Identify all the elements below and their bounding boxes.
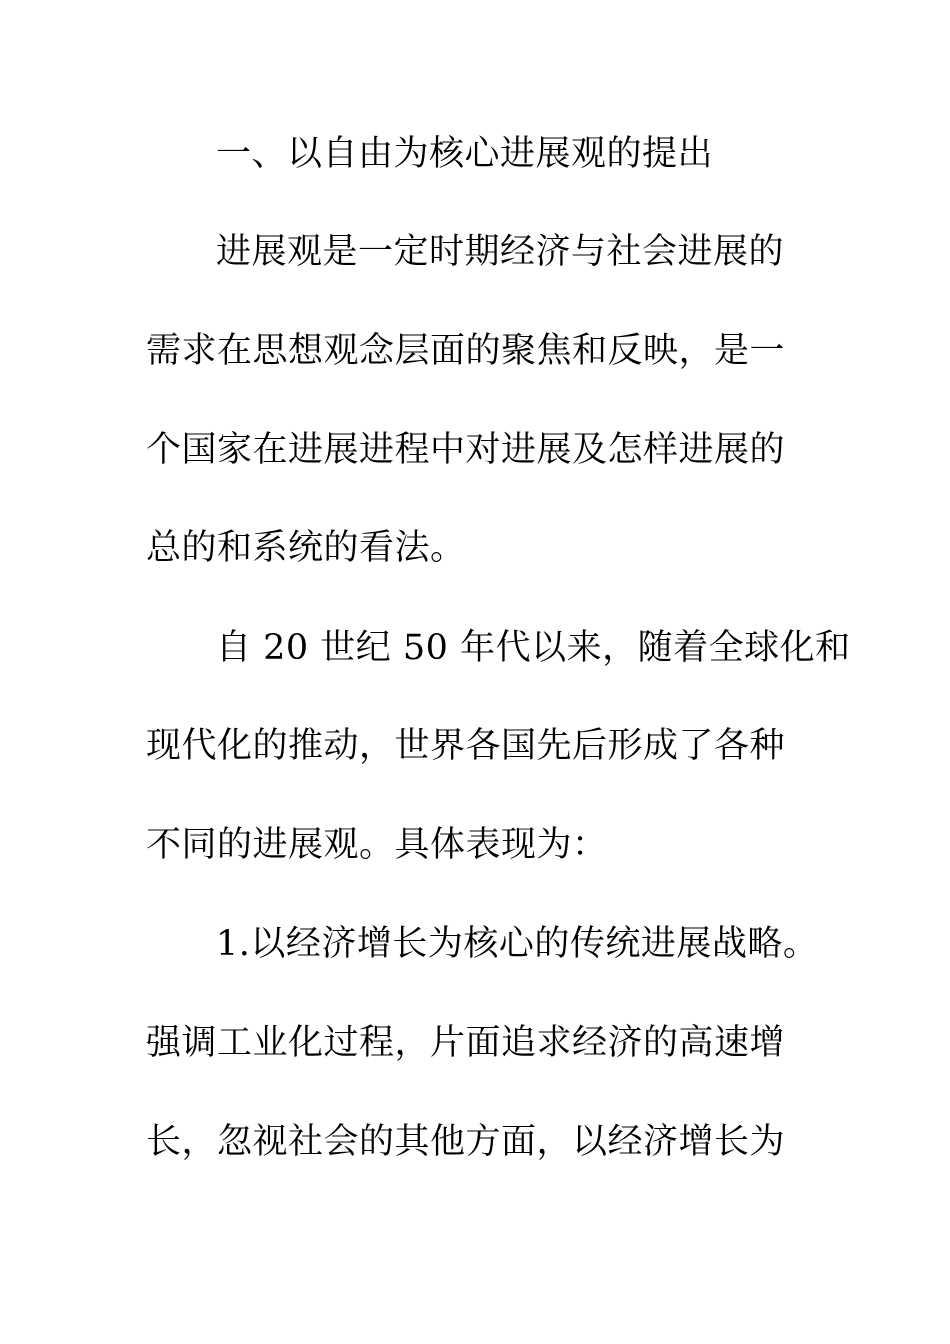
- paragraph-line: 1.以经济增长为核心的传统进展战略。: [216, 924, 819, 964]
- paragraph-line: 长，忽视社会的其他方面，以经济增长为: [146, 1122, 786, 1162]
- paragraph-line: 强调工业化过程，片面追求经济的高速增: [146, 1023, 786, 1063]
- paragraph-line: 不同的进展观。具体表现为：: [146, 825, 608, 865]
- section-heading: 一、以自由为核心进展观的提出: [216, 134, 714, 174]
- paragraph-line: 个国家在进展进程中对进展及怎样进展的: [146, 430, 786, 470]
- paragraph-line: 总的和系统的看法。: [146, 528, 466, 568]
- paragraph-line: 现代化的推动，世界各国先后形成了各种: [146, 726, 786, 766]
- paragraph-line: 进展观是一定时期经济与社会进展的: [216, 232, 785, 272]
- paragraph-line: 需求在思想观念层面的聚焦和反映，是一: [146, 331, 786, 371]
- paragraph-line: 自 20 世纪 50 年代以来，随着全球化和: [216, 628, 851, 668]
